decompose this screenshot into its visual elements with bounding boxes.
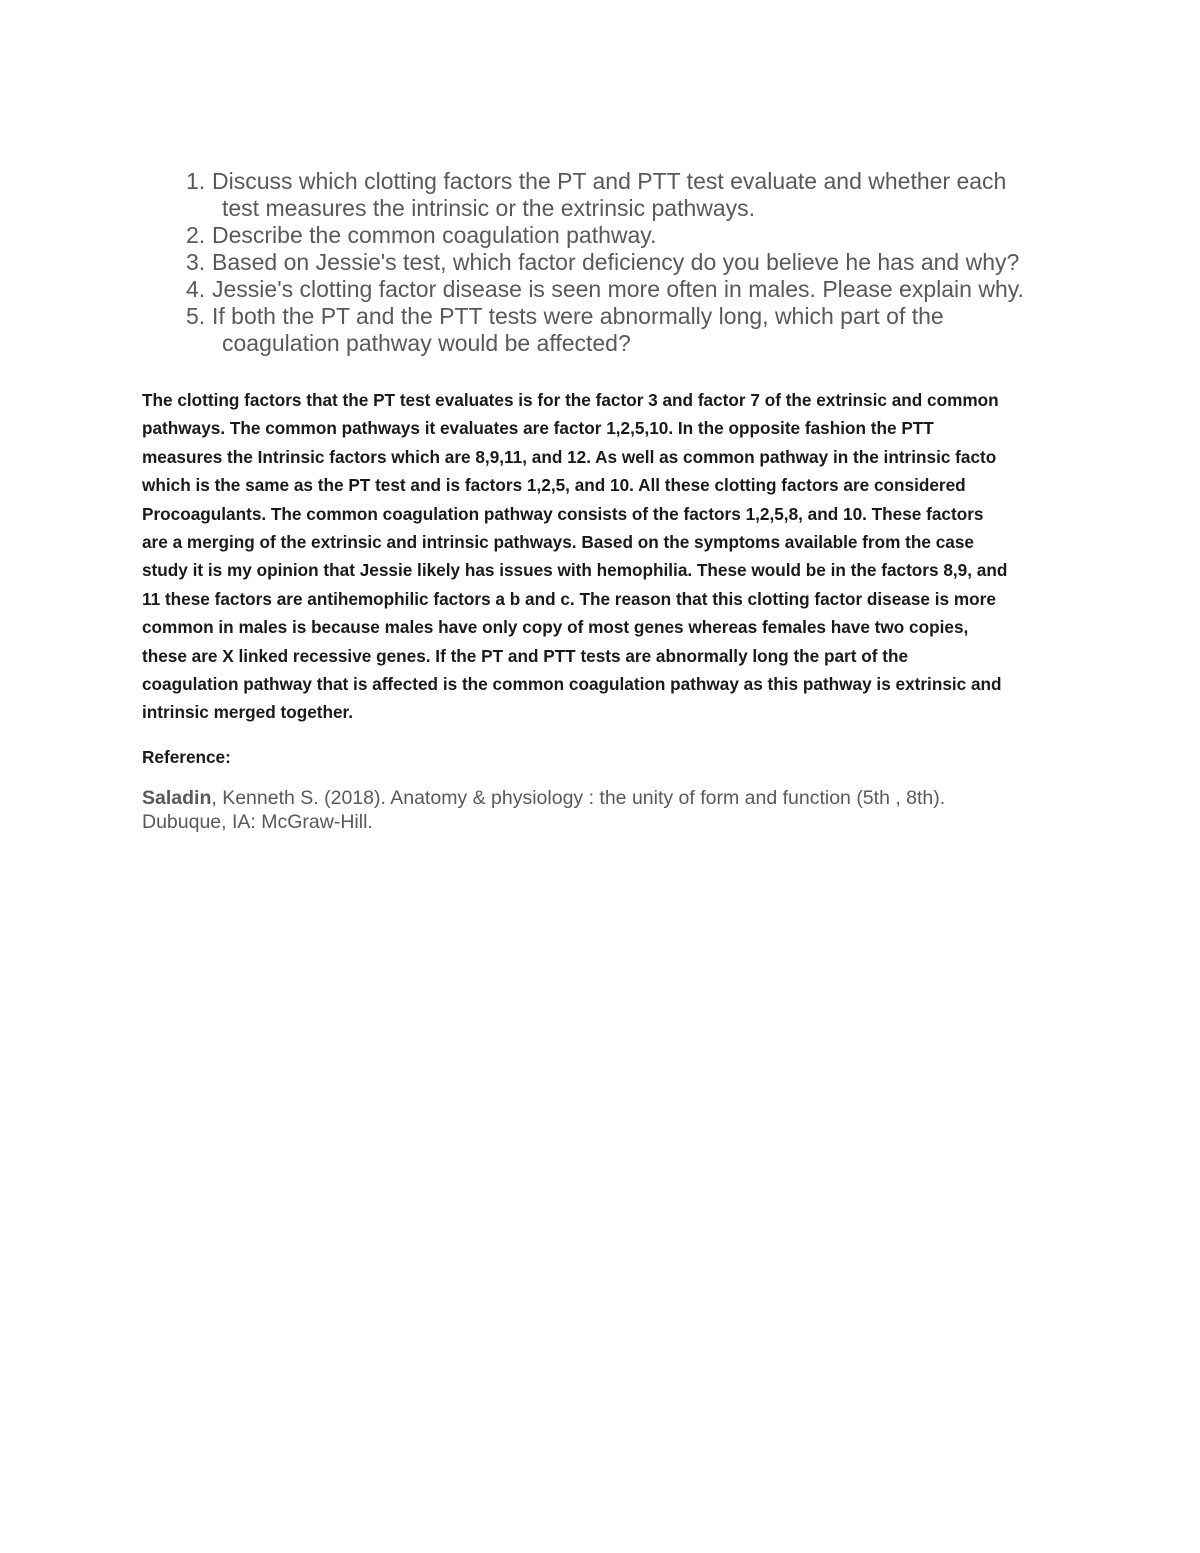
- question-list: [186, 168, 1066, 357]
- answer-line: intrinsic merged together.: [142, 702, 354, 723]
- answer-line: pathways. The common pathways it evaluates are factor 1,2,5,10. In the opposite fashion the PTT: [142, 418, 934, 439]
- question-text: Discuss which clotting factors the PT and PTT test evaluate and whether each: [212, 168, 1007, 194]
- reference-heading: Reference:: [142, 747, 231, 767]
- question-text: Describe the common coagulation pathway.: [212, 222, 657, 248]
- answer-line: these are X linked recessive genes. If the PT and PTT tests are abnormally long the part of the: [142, 645, 909, 666]
- list-number: 4.: [186, 276, 206, 302]
- list-item: [186, 222, 1066, 249]
- answer-line: common in males is because males have only copy of most genes whereas females have two copies,: [142, 617, 969, 638]
- answer-line: coagulation pathway that is affected is the common coagulation pathway as this pathway is extrinsic and: [142, 674, 1002, 695]
- reference-citation: [142, 786, 1042, 834]
- answer-line: are a merging of the extrinsic and intrinsic pathways. Based on the symptoms available from the case: [142, 532, 974, 553]
- list-number: 5.: [186, 303, 206, 329]
- citation-details: , Kenneth S. (2018). Anatomy & physiology : the unity of form and function (5th , 8th).: [211, 787, 946, 809]
- question-text-continued: coagulation pathway would be affected?: [222, 330, 631, 356]
- question-text: Based on Jessie's test, which factor deficiency do you believe he has and why?: [212, 249, 1020, 275]
- question-text: If both the PT and the PTT tests were abnormally long, which part of the: [212, 303, 944, 329]
- answer-line: The clotting factors that the PT test evaluates is for the factor 3 and factor 7 of the extrinsic and common: [142, 390, 999, 410]
- answer-line: Procoagulants. The common coagulation pathway consists of the factors 1,2,5,8, and 10. These factors: [142, 503, 984, 524]
- list-item: [186, 168, 1066, 222]
- list-number: 3.: [186, 249, 206, 275]
- answer-line: 11 these factors are antihemophilic factors a b and c. The reason that this clotting factor disease is more: [142, 588, 996, 609]
- citation-publisher: Dubuque, IA: McGraw-Hill.: [142, 811, 373, 833]
- list-item: [186, 249, 1066, 276]
- list-item: [186, 303, 1066, 357]
- list-number: 1.: [186, 168, 206, 194]
- answer-line: study it is my opinion that Jessie likely has issues with hemophilia. These would be in the factors 8,9, and: [142, 560, 1008, 581]
- list-item: [186, 276, 1066, 303]
- question-text-continued: test measures the intrinsic or the extrinsic pathways.: [222, 195, 756, 221]
- citation-author: Saladin: [142, 787, 212, 809]
- list-number: 2.: [186, 222, 206, 248]
- question-text: Jessie's clotting factor disease is seen more often in males. Please explain why.: [212, 276, 1024, 302]
- answer-paragraph: [142, 386, 1072, 727]
- answer-line: which is the same as the PT test and is factors 1,2,5, and 10. All these clotting factors are considered: [142, 475, 966, 496]
- answer-line: measures the Intrinsic factors which are 8,9,11, and 12. As well as common pathway in the intrinsic facto: [142, 446, 997, 467]
- citation-line: [142, 786, 1042, 810]
